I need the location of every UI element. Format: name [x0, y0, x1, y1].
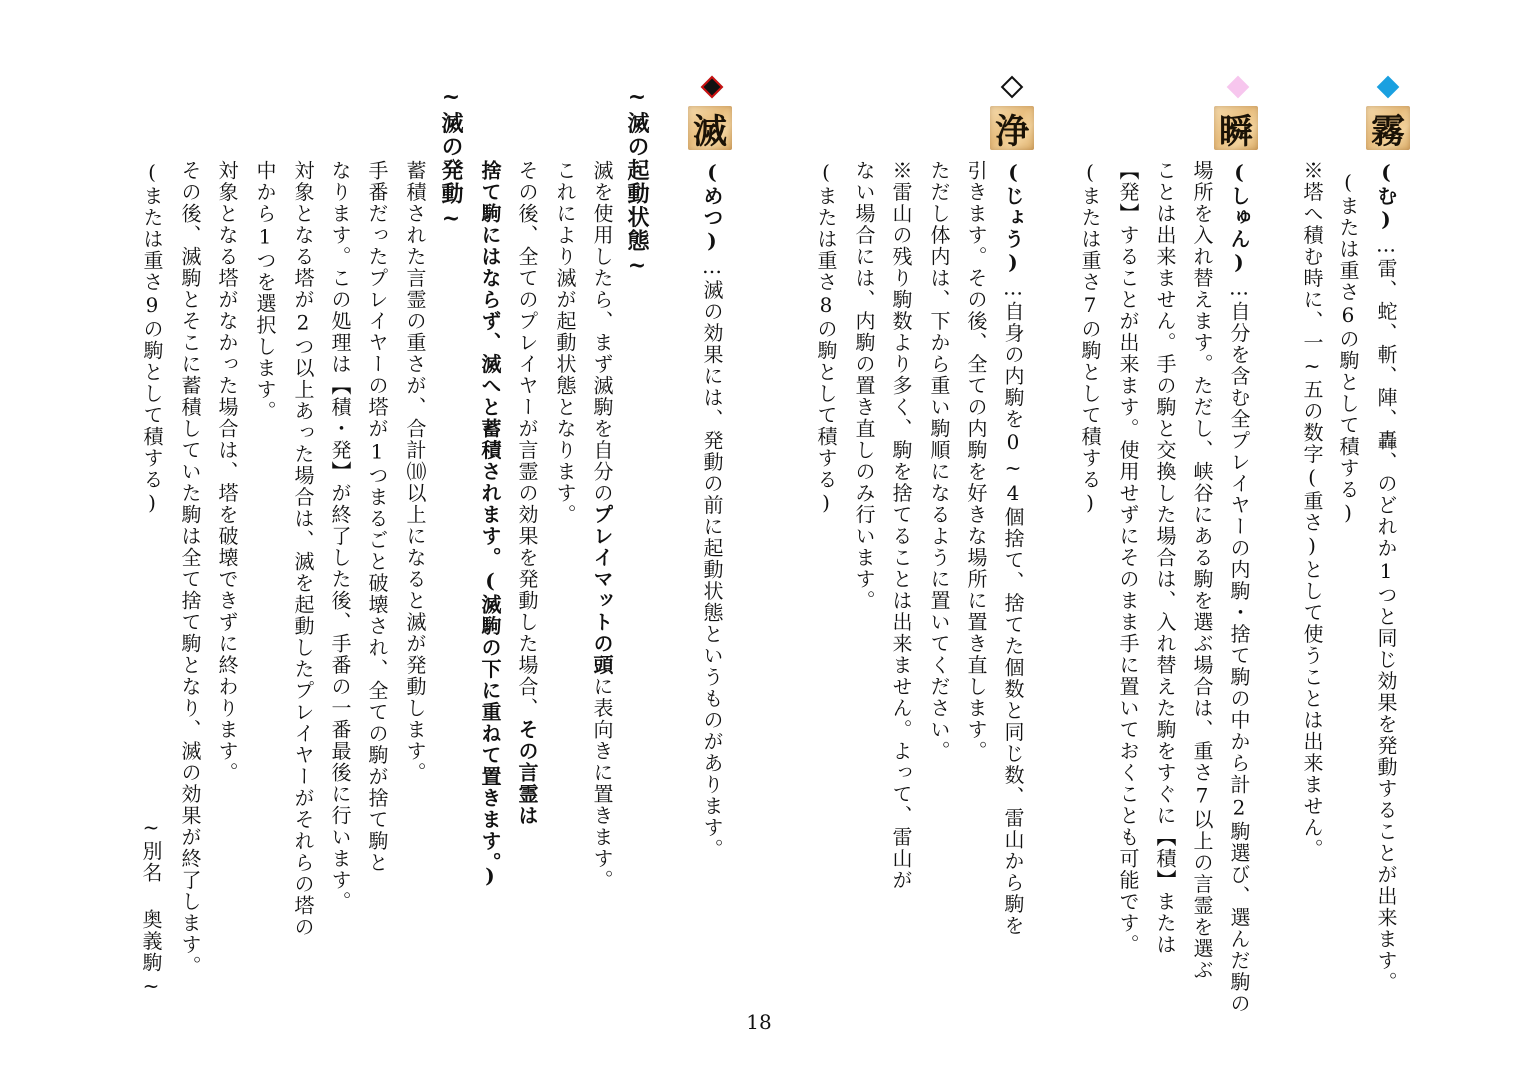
jou-diamond-icon — [1001, 76, 1024, 99]
metsu-p2-line-2: 手番だったプレイヤーの塔が1つまるごと破壊され、全ての駒が捨て駒と — [365, 160, 389, 874]
metsu-p1-line-2: これにより滅が起動状態となります。 — [553, 160, 577, 526]
mu-line-1: (む)…雷、蛇、斬、陣、轟、のどれか1つと同じ効果を発動することが出来ます。 — [1374, 160, 1398, 993]
shun-line-2: 場所を入れ替えます。ただし、峡谷にある駒を選ぶ場合は、重さ7以上の言霊を選ぶ — [1190, 160, 1214, 981]
shun-line-5: (または重さ7の駒として積する) — [1078, 160, 1102, 516]
metsu-diamond-icon — [701, 76, 724, 99]
metsu-p2-line-4: 対象となる塔が2つ以上あった場合は、滅を起動したプレイヤーがそれらの塔の — [291, 160, 315, 938]
metsu-p1-line-4: 捨て駒にはならず、滅へと蓄積されます。(滅駒の下に重ねて置きます。) — [478, 160, 502, 889]
metsu-p2-line-5: 中から1つを選択します。 — [253, 160, 277, 422]
mu-reading: (む) — [1374, 160, 1398, 233]
page-number: 18 — [746, 1010, 772, 1034]
metsu-p1-line-1: 滅を使用したら、まず滅駒を自分のプレイマットの頭に表向きに置きます。 — [590, 160, 614, 891]
metsu-activation-heading: ~滅の起動状態~ — [624, 84, 650, 280]
metsu-kanji-tile: 滅 — [688, 106, 732, 150]
jou-line-1: (じょう)…自身の内駒を0~4個捨て、捨てた個数と同じ数、雷山から駒を — [1001, 160, 1025, 937]
shun-diamond-icon — [1227, 76, 1250, 99]
metsu-p2-line-7: その後、滅駒とそこに蓄積していた駒は全て捨て駒となり、滅の効果が終了します。 — [178, 160, 202, 977]
jou-line-3: ただし体内は、下から重い駒順になるように置いてください。 — [927, 160, 951, 762]
jou-line-4: ※雷山の残り駒数より多く、駒を捨てることは出来ません。よって、雷山が — [889, 160, 913, 891]
jou-line-6: (または重さ8の駒として積する) — [814, 160, 838, 516]
jou-reading: (じょう) — [1001, 160, 1025, 276]
shun-line-3: ことは出来ません。手の駒と交換した場合は、入れ替えた駒をすぐに【積】または — [1153, 160, 1177, 956]
metsu-p2-line-8: (または重さ9の駒として積する) — [140, 160, 164, 516]
metsu-trigger-heading: ~滅の発動~ — [438, 84, 464, 233]
metsu-p1-line-3: その後、全てのプレイヤーが言霊の効果を発動した場合、その言霊は — [515, 160, 539, 827]
shun-line-1: (しゅん)…自分を含む全プレイヤーの内駒・捨て駒の中から計2駒選び、選んだ駒の — [1227, 160, 1251, 1015]
mu-line-3: ※塔へ積む時に、一~五の数字(重さ)として使うことは出来ません。 — [1300, 160, 1324, 860]
metsu-p2-line-3: なります。この処理は【積・発】が終了した後、手番の一番最後に行います。 — [328, 160, 352, 913]
metsu-p2-line-6: 対象となる塔がなかった場合は、塔を破壊できずに終わります。 — [215, 160, 239, 784]
jou-kanji-tile: 浄 — [990, 106, 1034, 150]
metsu-p2-line-1: 蓄積された言霊の重さが、合計⑽以上になると滅が発動します。 — [403, 160, 427, 784]
mu-kanji-tile: 霧 — [1366, 106, 1410, 150]
shun-kanji-tile: 瞬 — [1214, 106, 1258, 150]
metsu-reading: (めつ) — [700, 160, 724, 254]
alias-note: ~別名 奥義駒~ — [139, 815, 163, 999]
mu-line-2: (または重さ6の駒として積する) — [1336, 170, 1360, 526]
shun-line-4: 【発】することが出来ます。使用せずにそのまま手に置いておくことも可能です。 — [1116, 160, 1140, 956]
shun-reading: (しゅん) — [1227, 160, 1251, 276]
jou-line-5: ない場合には、内駒の置き直しのみ行います。 — [852, 160, 876, 612]
metsu-line-1: (めつ)…滅の効果には、発動の前に起動状態というものがあります。 — [700, 160, 724, 860]
mu-diamond-icon — [1377, 76, 1400, 99]
jou-line-2: 引きます。その後、全ての内駒を好きな場所に置き直します。 — [964, 160, 988, 762]
